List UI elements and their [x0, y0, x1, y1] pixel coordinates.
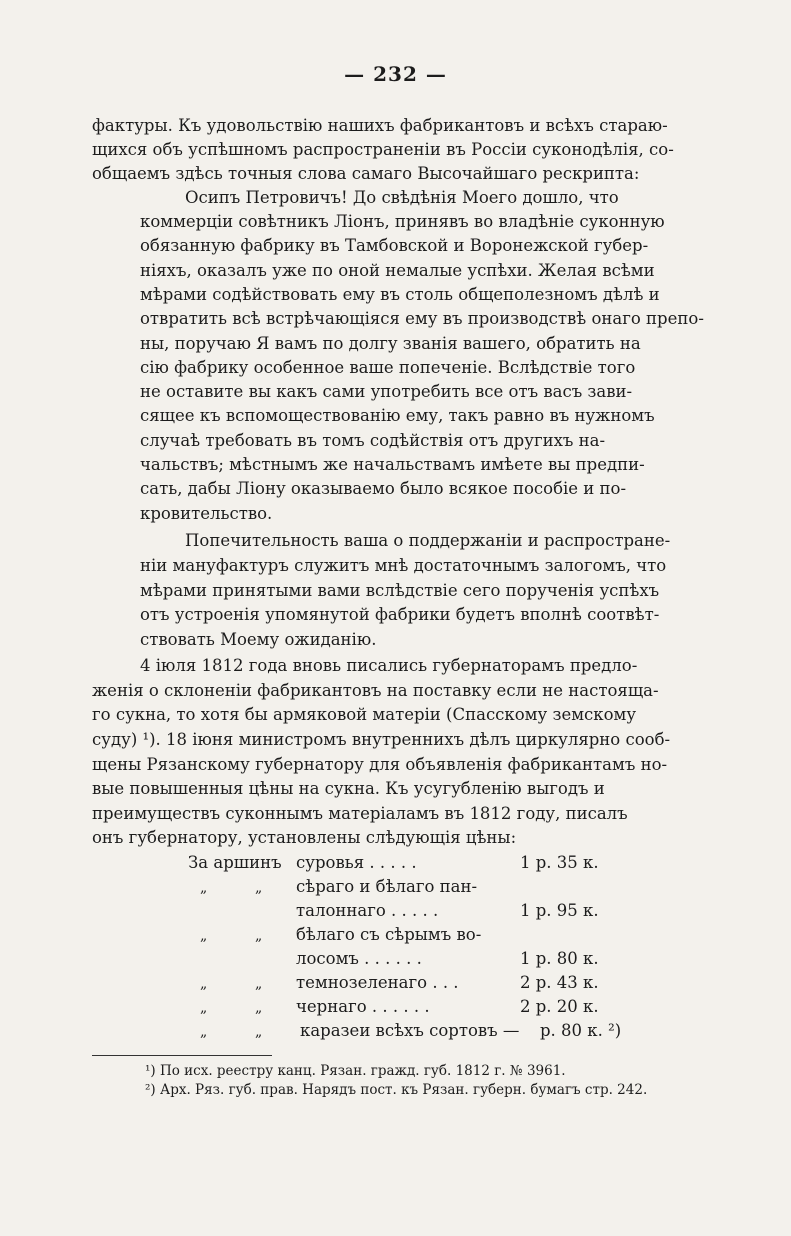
price-value: 1 р. 35 к.: [520, 853, 599, 872]
text-line: мѣрами содѣйствовать ему въ столь общеполезномъ дѣлѣ и: [140, 285, 660, 304]
text-line: ны, поручаю Я вамъ по долгу званія вашего, обратить на: [140, 334, 641, 353]
ditto-mark: „: [200, 1000, 208, 1016]
text-line: Осипъ Петровичъ! До свѣдѣнія Моего дошло, что: [185, 188, 619, 207]
text-line: преимуществъ суконнымъ матеріаламъ въ 1812 году, писалъ: [92, 804, 628, 823]
text-line: сію фабрику особенное ваше попеченіе. Вслѣдствіе того: [140, 358, 636, 377]
text-line: суду) ¹). 18 іюня министромъ внутреннихъ дѣлъ циркулярно сооб-: [92, 730, 671, 749]
ditto-mark: „: [255, 1000, 263, 1016]
text-line: общаемъ здѣсь точныя слова самаго Высочайшаго рескрипта:: [92, 164, 640, 183]
ditto-mark: „: [200, 928, 208, 944]
text-line: 4 іюля 1812 года вновь писались губернаторамъ предло-: [140, 656, 638, 675]
text-line: ніи мануфактуръ служитъ мнѣ достаточнымъ залогомъ, что: [140, 556, 667, 575]
price-item: каразеи всѣхъ сортовъ —: [300, 1021, 520, 1040]
text-line: не оставите вы какъ сами употребить все отъ васъ зави-: [140, 382, 633, 401]
price-item: бѣлаго съ сѣрымъ во-: [296, 925, 482, 944]
price-value: 2 р. 43 к.: [520, 973, 599, 992]
ditto-mark: „: [255, 928, 263, 944]
ditto-mark: „: [200, 880, 208, 896]
text-line: сящее къ вспомоществованію ему, такъ равно въ нужномъ: [140, 406, 655, 425]
text-line: фактуры. Къ удовольствію нашихъ фабрикантовъ и всѣхъ стараю-: [92, 116, 668, 135]
ditto-mark: „: [200, 976, 208, 992]
price-value: 2 р. 20 к.: [520, 997, 599, 1016]
text-line: кровительство.: [140, 504, 273, 523]
footnote-divider: [92, 1055, 272, 1056]
text-line: ніяхъ, оказалъ уже по оной немалые успѣхи. Желая всѣми: [140, 261, 655, 280]
price-item: суровья . . . . .: [296, 853, 417, 872]
text-line: го сукна, то хотя бы армяковой матеріи (Спасскому земскому: [92, 705, 637, 724]
text-line: онъ губернатору, установлены слѣдующія цѣны:: [92, 828, 517, 847]
ditto-mark: „: [255, 1024, 263, 1040]
text-line: Попечительность ваша о поддержаніи и распростране-: [185, 531, 671, 550]
text-line: щены Рязанскому губернатору для объявленія фабрикантамъ но-: [92, 755, 668, 774]
text-line: отвратить всѣ встрѣчающіяся ему въ производствѣ онаго препо-: [140, 309, 704, 328]
text-line: вые повышенныя цѣны на сукна. Къ усугубленію выгодъ и: [92, 779, 605, 798]
text-line: женія о склоненіи фабрикантовъ на поставку если не настояща-: [92, 681, 659, 700]
footnote: ²) Арх. Ряз. губ. прав. Нарядъ пост. къ Рязан. губерн. бумагъ стр. 242.: [145, 1082, 648, 1098]
text-line: случаѣ требовать въ томъ содѣйствія отъ другихъ на-: [140, 431, 606, 450]
text-line: отъ устроенія упомянутой фабрики будетъ вполнѣ соотвѣт-: [140, 605, 660, 624]
price-value: 1 р. 95 к.: [520, 901, 599, 920]
price-item: талоннаго . . . . .: [296, 901, 439, 920]
price-value: р. 80 к. ²): [540, 1021, 622, 1040]
text-line: чальствъ; мѣстнымъ же начальствамъ имѣете вы предпи-: [140, 455, 645, 474]
price-item: сѣраго и бѣлаго пан-: [296, 877, 478, 896]
price-lead: За аршинъ: [188, 853, 282, 872]
page-number: — 232 —: [344, 62, 447, 86]
ditto-mark: „: [200, 1024, 208, 1040]
price-item: чернаго . . . . . .: [296, 997, 430, 1016]
price-item: темнозеленаго . . .: [296, 973, 459, 992]
text-line: ствовать Моему ожиданію.: [140, 630, 377, 649]
text-line: сать, дабы Ліону оказываемо было всякое пособіе и по-: [140, 479, 627, 498]
text-line: обязанную фабрику въ Тамбовской и Воронежской губер-: [140, 236, 649, 255]
text-line: мѣрами принятыми вами вслѣдствіе сего порученія успѣхъ: [140, 581, 660, 600]
ditto-mark: „: [255, 880, 263, 896]
text-line: щихся объ успѣшномъ распространеніи въ Россіи суконодѣлія, со-: [92, 140, 674, 159]
footnote: ¹) По исх. реестру канц. Рязан. гражд. губ. 1812 г. № 3961.: [145, 1063, 566, 1079]
ditto-mark: „: [255, 976, 263, 992]
text-line: коммерціи совѣтникъ Ліонъ, принявъ во владѣніе суконную: [140, 212, 665, 231]
price-value: 1 р. 80 к.: [520, 949, 599, 968]
price-item: лосомъ . . . . . .: [296, 949, 422, 968]
